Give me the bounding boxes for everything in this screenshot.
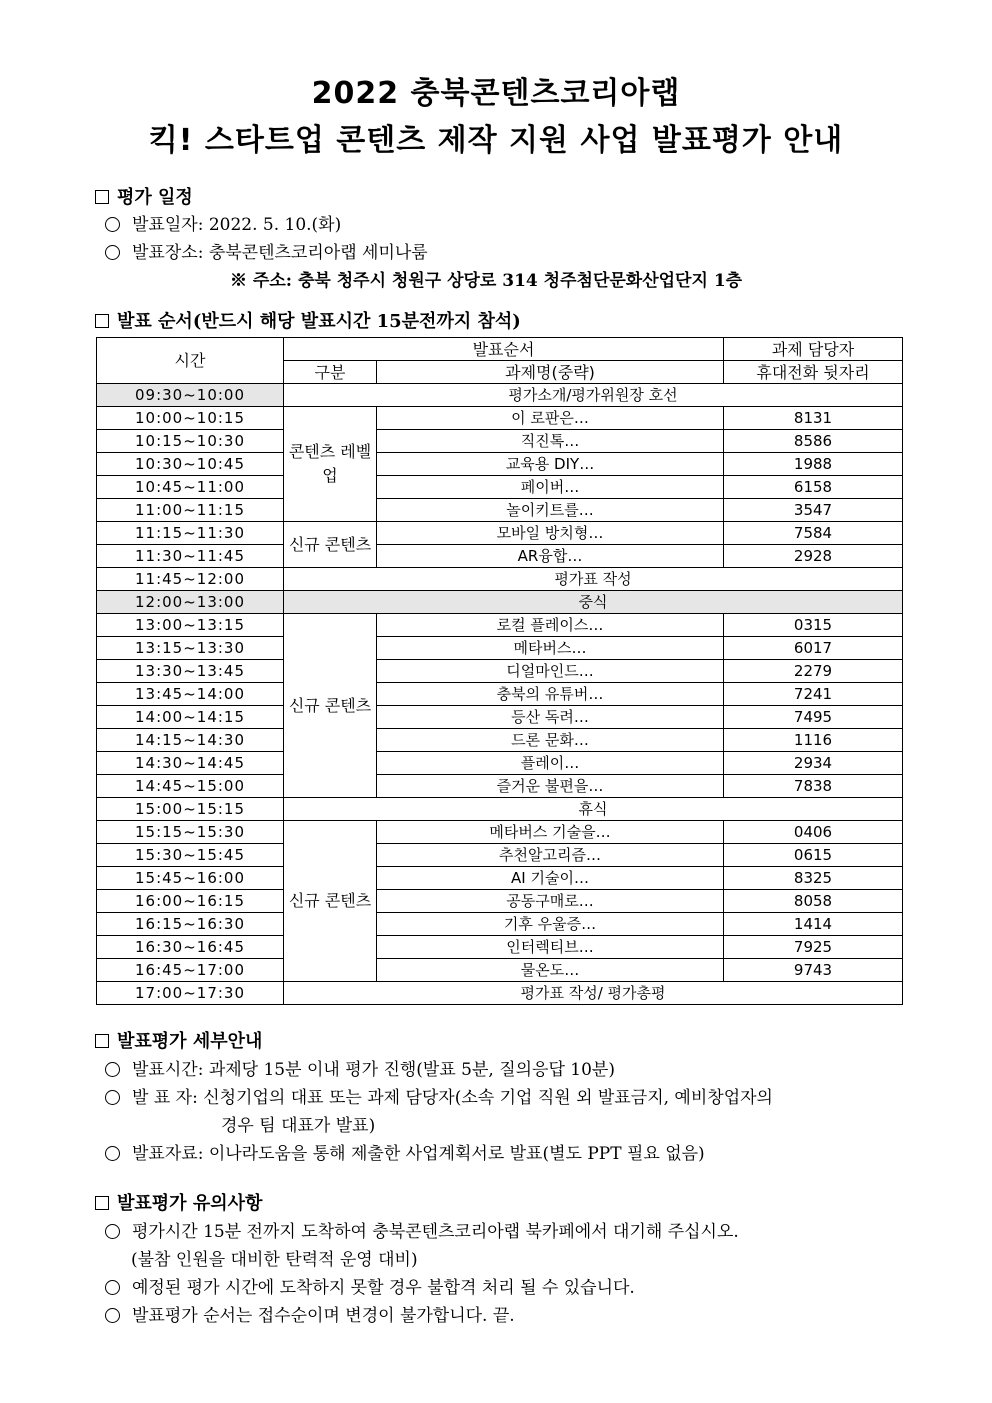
time-cell: 15:45~16:00 bbox=[97, 867, 284, 890]
time-cell: 16:45~17:00 bbox=[97, 959, 284, 982]
time-cell: 14:15~14:30 bbox=[97, 729, 284, 752]
time-cell: 15:30~15:45 bbox=[97, 844, 284, 867]
project-cell: 교육용 DIY… bbox=[377, 453, 724, 476]
project-cell: 이 로판은… bbox=[377, 407, 724, 430]
checkbox-square-icon bbox=[95, 1196, 109, 1210]
circle-bullet-icon bbox=[105, 1308, 120, 1323]
header-project: 과제명(중략) bbox=[377, 361, 724, 384]
time-cell: 13:00~13:15 bbox=[97, 614, 284, 637]
project-cell: 플레이… bbox=[377, 752, 724, 775]
phone-cell: 7925 bbox=[724, 936, 903, 959]
schedule-venue-line bbox=[105, 238, 428, 263]
project-cell: 물온도… bbox=[377, 959, 724, 982]
time-cell: 11:00~11:15 bbox=[97, 499, 284, 522]
category-cell: 콘텐츠 레벨업 bbox=[284, 407, 377, 522]
doc-title-line2: 킥! 스타트업 콘텐츠 제작 지원 사업 발표평가 안내 bbox=[148, 123, 844, 158]
checkbox-square-icon bbox=[95, 190, 109, 204]
phone-cell: 1116 bbox=[724, 729, 903, 752]
table-row bbox=[97, 545, 903, 568]
project-cell: AR융합… bbox=[377, 545, 724, 568]
time-cell: 11:45~12:00 bbox=[97, 568, 284, 591]
phone-cell: 7584 bbox=[724, 522, 903, 545]
table-row bbox=[97, 867, 903, 890]
details-text: 발표시간: 과제당 15분 이내 평가 진행(발표 5분, 질의응답 10분) bbox=[132, 1060, 615, 1080]
table-row bbox=[97, 821, 903, 844]
schedule-date: 발표일자: 2022. 5. 10.(화) bbox=[132, 215, 342, 235]
table-row bbox=[97, 430, 903, 453]
span-cell: 평가소개/평가위원장 호선 bbox=[284, 384, 903, 407]
notes-item bbox=[105, 1217, 739, 1242]
checkbox-square-icon bbox=[95, 1034, 109, 1048]
notes-text: 평가시간 15분 전까지 도착하여 충북콘텐츠코리아랩 북카페에서 대기해 주십시오. bbox=[132, 1222, 739, 1242]
table-row bbox=[97, 568, 903, 591]
time-cell: 14:45~15:00 bbox=[97, 775, 284, 798]
table-row bbox=[97, 752, 903, 775]
table-row bbox=[97, 982, 903, 1005]
details-item bbox=[105, 1055, 615, 1080]
time-cell: 11:30~11:45 bbox=[97, 545, 284, 568]
section-heading: 발표평가 세부안내 bbox=[117, 1031, 263, 1052]
span-cell: 평가표 작성 bbox=[284, 568, 903, 591]
phone-cell: 2934 bbox=[724, 752, 903, 775]
category-cell: 신규 콘텐츠 bbox=[284, 821, 377, 982]
table-row bbox=[97, 499, 903, 522]
phone-cell: 3547 bbox=[724, 499, 903, 522]
table-row bbox=[97, 614, 903, 637]
schedule-date-line bbox=[105, 210, 341, 235]
phone-cell: 0615 bbox=[724, 844, 903, 867]
section-heading: 발표평가 유의사항 bbox=[117, 1193, 263, 1214]
phone-cell: 6158 bbox=[724, 476, 903, 499]
time-cell: 16:00~16:15 bbox=[97, 890, 284, 913]
checkbox-square-icon bbox=[95, 314, 109, 328]
header-category: 구분 bbox=[284, 361, 377, 384]
table-row bbox=[97, 591, 903, 614]
category-cell: 신규 콘텐츠 bbox=[284, 614, 377, 798]
time-cell: 17:00~17:30 bbox=[97, 982, 284, 1005]
phone-cell: 1988 bbox=[724, 453, 903, 476]
table-row bbox=[97, 683, 903, 706]
section-heading: 발표 순서(반드시 해당 발표시간 15분전까지 참석) bbox=[117, 311, 521, 332]
phone-cell: 6017 bbox=[724, 637, 903, 660]
phone-cell: 7495 bbox=[724, 706, 903, 729]
circle-bullet-icon bbox=[105, 1062, 120, 1077]
time-cell: 13:30~13:45 bbox=[97, 660, 284, 683]
circle-bullet-icon bbox=[105, 1280, 120, 1295]
presentation-schedule-table bbox=[96, 337, 903, 1005]
table-row bbox=[97, 453, 903, 476]
time-cell: 12:00~13:00 bbox=[97, 591, 284, 614]
schedule-venue: 발표장소: 충북콘텐츠코리아랩 세미나룸 bbox=[132, 243, 428, 263]
circle-bullet-icon bbox=[105, 217, 120, 232]
project-cell: 기후 우울증… bbox=[377, 913, 724, 936]
time-cell: 11:15~11:30 bbox=[97, 522, 284, 545]
project-cell: 공동구매로… bbox=[377, 890, 724, 913]
phone-cell: 8131 bbox=[724, 407, 903, 430]
table-row bbox=[97, 936, 903, 959]
section-notes bbox=[95, 1189, 262, 1215]
table-row bbox=[97, 384, 903, 407]
project-cell: 직진톡… bbox=[377, 430, 724, 453]
time-cell: 13:15~13:30 bbox=[97, 637, 284, 660]
phone-cell: 0406 bbox=[724, 821, 903, 844]
category-cell: 신규 콘텐츠 bbox=[284, 522, 377, 568]
time-cell: 15:15~15:30 bbox=[97, 821, 284, 844]
table-row bbox=[97, 959, 903, 982]
section-order bbox=[95, 307, 521, 333]
time-cell: 10:00~10:15 bbox=[97, 407, 284, 430]
span-cell: 중식 bbox=[284, 591, 903, 614]
circle-bullet-icon bbox=[105, 1224, 120, 1239]
phone-cell: 2928 bbox=[724, 545, 903, 568]
table-row bbox=[97, 729, 903, 752]
project-cell: 즐거운 불편을… bbox=[377, 775, 724, 798]
details-text-continued: 경우 팀 대표가 발표) bbox=[221, 1116, 376, 1136]
project-cell: 드론 문화… bbox=[377, 729, 724, 752]
phone-cell: 0315 bbox=[724, 614, 903, 637]
section-heading: 평가 일정 bbox=[117, 187, 193, 208]
time-cell: 15:00~15:15 bbox=[97, 798, 284, 821]
details-text: 발표자료: 이나라도움을 통해 제출한 사업계획서로 발표(별도 PPT 필요 없음) bbox=[132, 1144, 705, 1164]
notes-text: 발표평가 순서는 접수순이며 변경이 불가합니다. 끝. bbox=[132, 1306, 515, 1326]
project-cell: 메타버스 기술을… bbox=[377, 821, 724, 844]
circle-bullet-icon bbox=[105, 1090, 120, 1105]
phone-cell: 9743 bbox=[724, 959, 903, 982]
phone-cell: 7241 bbox=[724, 683, 903, 706]
details-item bbox=[105, 1083, 773, 1108]
time-cell: 16:30~16:45 bbox=[97, 936, 284, 959]
project-cell: 디얼마인드… bbox=[377, 660, 724, 683]
time-cell: 10:15~10:30 bbox=[97, 430, 284, 453]
time-cell: 09:30~10:00 bbox=[97, 384, 284, 407]
project-cell: AI 기술이… bbox=[377, 867, 724, 890]
span-cell: 휴식 bbox=[284, 798, 903, 821]
header-contact: 과제 담당자 bbox=[724, 338, 903, 361]
project-cell: 등산 독려… bbox=[377, 706, 724, 729]
doc-title-line1: 2022 충북콘텐츠코리아랩 bbox=[311, 76, 681, 111]
section-eval-schedule bbox=[95, 183, 193, 209]
phone-cell: 8058 bbox=[724, 890, 903, 913]
time-cell: 16:15~16:30 bbox=[97, 913, 284, 936]
header-time: 시간 bbox=[97, 338, 284, 384]
project-cell: 페이버… bbox=[377, 476, 724, 499]
table-row bbox=[97, 775, 903, 798]
project-cell: 로컬 플레이스… bbox=[377, 614, 724, 637]
table-row bbox=[97, 913, 903, 936]
table-row bbox=[97, 522, 903, 545]
project-cell: 놀이키트를… bbox=[377, 499, 724, 522]
notes-item bbox=[105, 1273, 635, 1298]
project-cell: 모바일 방치형… bbox=[377, 522, 724, 545]
time-cell: 14:30~14:45 bbox=[97, 752, 284, 775]
time-cell: 14:00~14:15 bbox=[97, 706, 284, 729]
project-cell: 충북의 유튜버… bbox=[377, 683, 724, 706]
venue-address: ※ 주소: 충북 청주시 청원구 상당로 314 청주첨단문화산업단지 1층 bbox=[230, 271, 743, 291]
header-order: 발표순서 bbox=[284, 338, 724, 361]
project-cell: 추천알고리즘… bbox=[377, 844, 724, 867]
span-cell: 평가표 작성/ 평가총평 bbox=[284, 982, 903, 1005]
time-cell: 10:45~11:00 bbox=[97, 476, 284, 499]
phone-cell: 2279 bbox=[724, 660, 903, 683]
table-row bbox=[97, 706, 903, 729]
table-row bbox=[97, 637, 903, 660]
notes-item bbox=[105, 1301, 515, 1326]
table-row bbox=[97, 844, 903, 867]
notes-text: 예정된 평가 시간에 도착하지 못할 경우 불합격 처리 될 수 있습니다. bbox=[132, 1278, 635, 1298]
time-cell: 13:45~14:00 bbox=[97, 683, 284, 706]
notes-text-continued: (불참 인원을 대비한 탄력적 운영 대비) bbox=[131, 1250, 418, 1270]
phone-cell: 7838 bbox=[724, 775, 903, 798]
table-row bbox=[97, 660, 903, 683]
phone-cell: 8586 bbox=[724, 430, 903, 453]
circle-bullet-icon bbox=[105, 1146, 120, 1161]
table-row bbox=[97, 890, 903, 913]
details-item bbox=[105, 1139, 705, 1164]
table-row bbox=[97, 798, 903, 821]
header-phone: 휴대전화 뒷자리 bbox=[724, 361, 903, 384]
details-text: 발 표 자: 신청기업의 대표 또는 과제 담당자(소속 기업 직원 외 발표금지, 예비창업자의 bbox=[132, 1088, 773, 1108]
project-cell: 메타버스… bbox=[377, 637, 724, 660]
phone-cell: 1414 bbox=[724, 913, 903, 936]
section-details bbox=[95, 1027, 262, 1053]
table-row bbox=[97, 407, 903, 430]
phone-cell: 8325 bbox=[724, 867, 903, 890]
circle-bullet-icon bbox=[105, 245, 120, 260]
time-cell: 10:30~10:45 bbox=[97, 453, 284, 476]
project-cell: 인터렉티브… bbox=[377, 936, 724, 959]
table-row bbox=[97, 476, 903, 499]
